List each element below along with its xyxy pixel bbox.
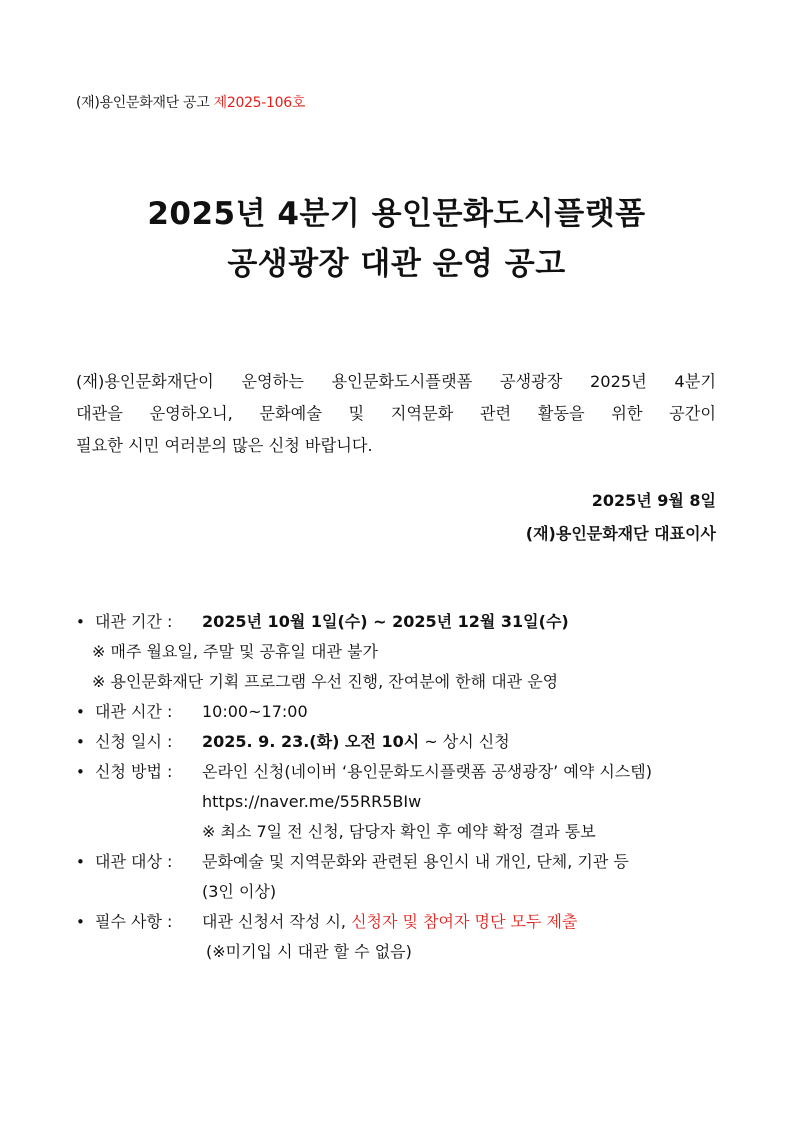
title-line-1: 2025년 4분기 용인문화도시플랫폼 bbox=[147, 196, 646, 232]
apply-date-value bbox=[202, 727, 510, 757]
notice-number-value: 제2025-106호 bbox=[213, 95, 306, 111]
list-item-method bbox=[76, 757, 726, 787]
bullet-icon: • bbox=[76, 703, 85, 721]
time-value: 10:00~17:00 bbox=[202, 702, 308, 721]
list-item-time bbox=[76, 697, 726, 727]
method-note-row bbox=[76, 817, 726, 847]
period-note-1: ※ 매주 월요일, 주말 및 공휴일 대관 불가 bbox=[92, 642, 378, 661]
required-value bbox=[202, 907, 577, 937]
required-value-text: 대관 신청서 작성 시, bbox=[202, 912, 352, 931]
required-label: 필수 사항 : bbox=[95, 912, 173, 931]
method-note: ※ 최소 7일 전 신청, 담당자 확인 후 예약 확정 결과 통보 bbox=[202, 822, 596, 841]
notice-prefix: (재)용인문화재단 공고 bbox=[76, 95, 214, 111]
details-list bbox=[76, 607, 726, 967]
method-url-link[interactable]: https://naver.me/55RR5BIw bbox=[202, 792, 422, 811]
apply-date-bold: 2025. 9. 23.(화) 오전 10시 bbox=[202, 732, 420, 751]
target-value-2: (3인 이상) bbox=[202, 882, 277, 901]
apply-date-label: 신청 일시 : bbox=[95, 732, 173, 751]
body-line-2: 대관을 운영하오니, 문화예술 및 지역문화 관련 활동을 위한 공간이 bbox=[76, 404, 716, 423]
period-note-2-row bbox=[76, 667, 726, 697]
body-line-3: 필요한 시민 여러분의 많은 신청 바랍니다. bbox=[76, 436, 373, 455]
signature-date: 2025년 9월 8일 bbox=[591, 491, 716, 510]
list-item-required bbox=[76, 907, 726, 937]
apply-date-rest: ~ 상시 신청 bbox=[419, 732, 510, 751]
required-cont-row bbox=[76, 937, 726, 967]
title-line-2: 공생광장 대관 운영 공고 bbox=[227, 246, 566, 282]
period-note-2: ※ 용인문화재단 기획 프로그램 우선 진행, 잔여분에 한해 대관 운영 bbox=[92, 672, 559, 691]
body-paragraph bbox=[76, 366, 716, 462]
target-label: 대관 대상 : bbox=[95, 852, 173, 871]
bullet-icon: • bbox=[76, 913, 85, 931]
method-label: 신청 방법 : bbox=[95, 762, 173, 781]
target-cont-row bbox=[76, 877, 726, 907]
notice-number bbox=[76, 92, 305, 112]
period-value: 2025년 10월 1일(수) ~ 2025년 12월 31일(수) bbox=[202, 612, 569, 631]
bullet-icon: • bbox=[76, 733, 85, 751]
bullet-icon: • bbox=[76, 613, 85, 631]
required-value-2: (※미기입 시 대관 할 수 없음) bbox=[206, 942, 412, 961]
bullet-icon: • bbox=[76, 763, 85, 781]
signature-org: (재)용인문화재단 대표이사 bbox=[525, 524, 716, 543]
period-note-1-row bbox=[76, 637, 726, 667]
period-label: 대관 기간 : bbox=[95, 612, 173, 631]
method-url-row bbox=[76, 787, 726, 817]
bullet-icon: • bbox=[76, 853, 85, 871]
list-item-apply-date bbox=[76, 727, 726, 757]
list-item-period bbox=[76, 607, 726, 637]
method-value: 온라인 신청(네이버 ‘용인문화도시플랫폼 공생광장’ 예약 시스템) bbox=[202, 762, 652, 781]
body-line-1: (재)용인문화재단이 운영하는 용인문화도시플랫폼 공생광장 2025년 4분기 bbox=[76, 372, 716, 391]
time-label: 대관 시간 : bbox=[95, 702, 173, 721]
list-item-target bbox=[76, 847, 726, 877]
required-value-highlight: 신청자 및 참여자 명단 모두 제출 bbox=[351, 912, 578, 931]
target-value: 문화예술 및 지역문화와 관련된 용인시 내 개인, 단체, 기관 등 bbox=[202, 852, 629, 871]
